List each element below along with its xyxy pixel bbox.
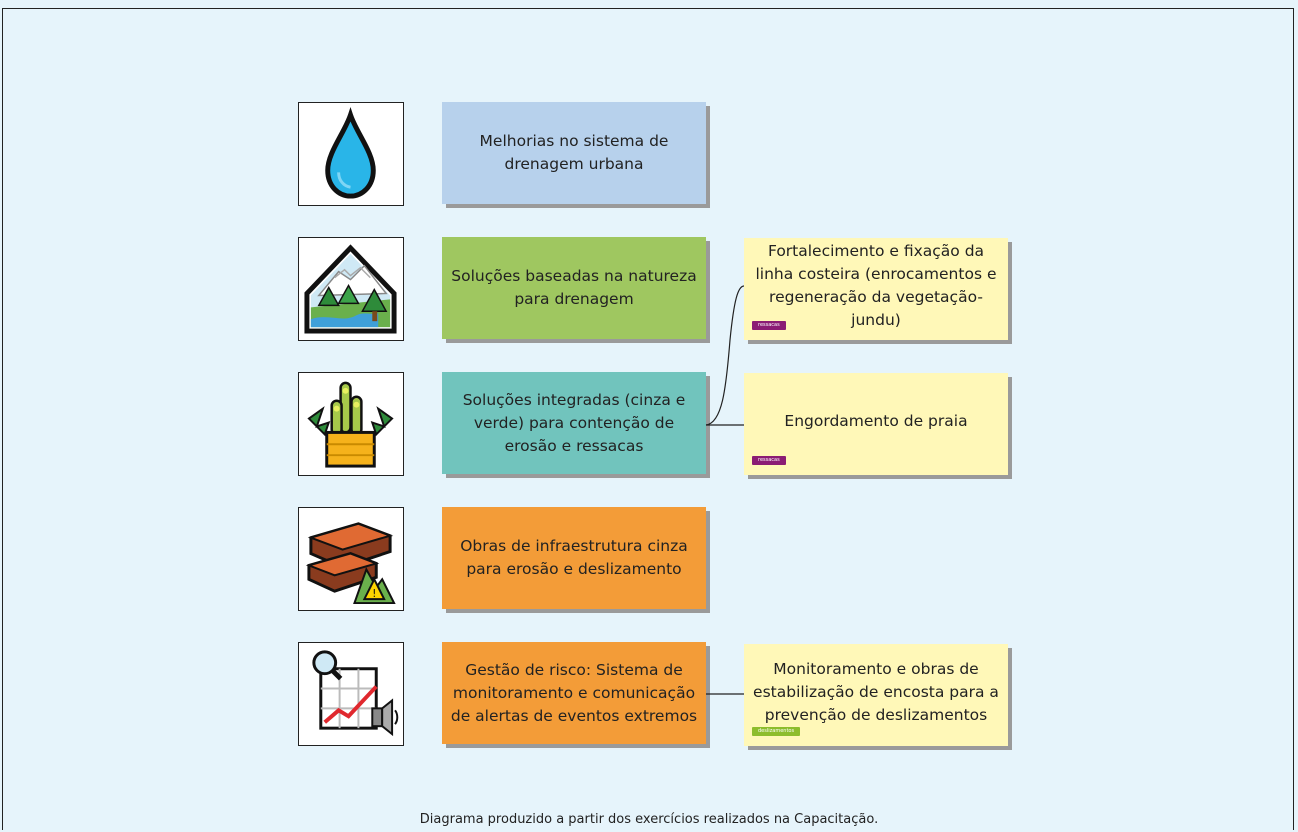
card-label: Obras de infraestrutura cinza para erosão e deslizamento: [460, 537, 688, 578]
card-infraestrutura-cinza: [442, 507, 706, 609]
note-engordamento-praia: [744, 373, 1008, 475]
card-solucoes-natureza: [442, 237, 706, 339]
card-gestao-risco: [442, 642, 706, 744]
brick-infrastructure-icon: [298, 507, 404, 611]
tag-ressacas: ressacas: [752, 321, 786, 330]
card-label: Melhorias no sistema de drenagem urbana: [479, 132, 669, 173]
note-label: Engordamento de praia: [784, 411, 968, 430]
integrated-solutions-icon: [298, 372, 404, 476]
footer-caption: Diagrama produzido a partir dos exercícios realizados na Capacitação.: [419, 812, 879, 827]
card-drenagem-urbana: [442, 102, 706, 204]
card-solucoes-integradas: [442, 372, 706, 474]
tag-deslizamentos: deslizamentos: [752, 727, 800, 736]
card-label: Gestão de risco: Sistema de monitoramento e comunicação de alertas de eventos extremos: [450, 660, 698, 725]
card-label: Soluções baseadas na natureza para drenagem: [451, 267, 697, 308]
card-label: Soluções integradas (cinza e verde) para contenção de erosão e ressacas: [462, 390, 686, 455]
note-label: Monitoramento e obras de estabilização de encosta para a prevenção de deslizamentos: [753, 659, 999, 724]
water-drop-icon: [298, 102, 404, 206]
nature-landscape-icon: [298, 237, 404, 341]
tag-ressacas: ressacas: [752, 456, 786, 465]
risk-monitoring-icon: [298, 642, 404, 746]
note-label: Fortalecimento e fixação da linha costeira (enrocamentos e regeneração da vegetação-jundu): [755, 242, 997, 329]
note-estabilizacao-encosta: [744, 644, 1008, 746]
svg-text:!: !: [372, 587, 377, 601]
note-linha-costeira: [744, 238, 1008, 340]
